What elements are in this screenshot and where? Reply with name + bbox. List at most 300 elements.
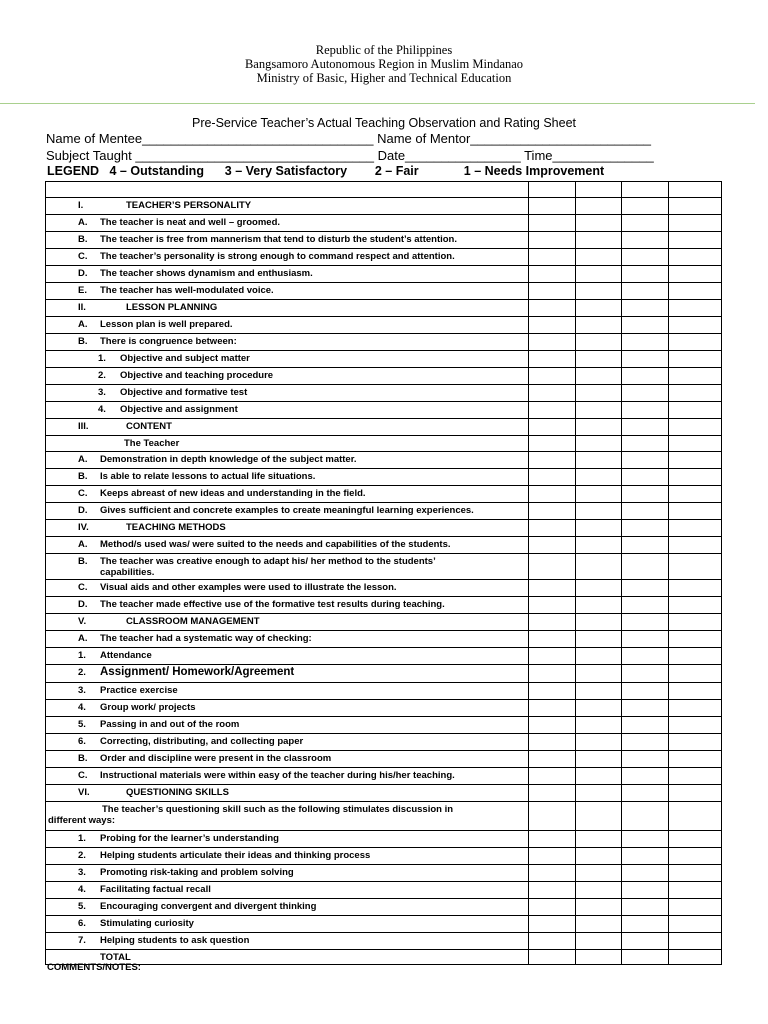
sub-item-text: Objective and formative test bbox=[120, 387, 248, 398]
rating-cell[interactable] bbox=[529, 933, 576, 950]
rating-cell[interactable] bbox=[669, 768, 722, 785]
rating-cell[interactable] bbox=[529, 751, 576, 768]
rating-cell[interactable] bbox=[669, 597, 722, 614]
table-row bbox=[46, 831, 722, 848]
sub-item-text: Objective and teaching procedure bbox=[120, 370, 274, 381]
rating-cell[interactable] bbox=[622, 469, 669, 486]
criterion-cell bbox=[46, 597, 529, 614]
rating-cell[interactable] bbox=[576, 950, 622, 965]
rating-cell[interactable] bbox=[622, 916, 669, 933]
rating-cell[interactable] bbox=[669, 631, 722, 648]
rating-cell[interactable] bbox=[622, 402, 669, 419]
item-text: Practice exercise bbox=[100, 685, 178, 696]
rating-cell[interactable] bbox=[669, 385, 722, 402]
rating-cell[interactable] bbox=[669, 831, 722, 848]
rating-cell[interactable] bbox=[529, 665, 576, 683]
section-number: III. bbox=[78, 421, 89, 432]
rating-cell[interactable] bbox=[529, 520, 576, 537]
item-marker: B. bbox=[78, 471, 88, 482]
rating-cell[interactable] bbox=[529, 614, 576, 631]
total-label: TOTAL bbox=[100, 952, 131, 963]
rating-cell[interactable] bbox=[622, 368, 669, 385]
rating-cell[interactable] bbox=[669, 751, 722, 768]
subject-date-time-line: Subject Taught _________________________________ Date________________ Time______________ bbox=[46, 148, 654, 163]
rating-cell[interactable] bbox=[576, 717, 622, 734]
item-text: The teacher made effective use of the formative test results during teaching. bbox=[100, 599, 445, 610]
item-marker: A. bbox=[78, 319, 88, 330]
rating-cell[interactable] bbox=[529, 351, 576, 368]
rating-cell[interactable] bbox=[576, 469, 622, 486]
table-row bbox=[46, 334, 722, 351]
item-marker: E. bbox=[78, 285, 87, 296]
item-text: The teacher’s personality is strong enough to command respect and attention. bbox=[100, 251, 455, 262]
table-row bbox=[46, 215, 722, 232]
table-row bbox=[46, 614, 722, 631]
item-text: Promoting risk-taking and problem solving bbox=[100, 867, 294, 878]
rating-cell[interactable] bbox=[576, 182, 622, 198]
sub-item-marker: 2. bbox=[98, 370, 106, 381]
rating-cell[interactable] bbox=[576, 648, 622, 665]
rating-cell[interactable] bbox=[622, 648, 669, 665]
rating-cell[interactable] bbox=[529, 597, 576, 614]
table-row bbox=[46, 198, 722, 215]
criterion-cell bbox=[46, 317, 529, 334]
item-marker: 3. bbox=[78, 867, 86, 878]
rating-cell[interactable] bbox=[529, 266, 576, 283]
rating-cell[interactable] bbox=[529, 249, 576, 266]
rating-cell[interactable] bbox=[576, 520, 622, 537]
section-title: CONTENT bbox=[126, 421, 172, 432]
section-number: VI. bbox=[78, 787, 90, 798]
table-row bbox=[46, 300, 722, 317]
rating-cell[interactable] bbox=[622, 266, 669, 283]
rating-cell[interactable] bbox=[669, 419, 722, 436]
rating-cell[interactable] bbox=[622, 385, 669, 402]
rating-cell[interactable] bbox=[529, 402, 576, 419]
rating-cell[interactable] bbox=[529, 232, 576, 249]
rating-cell[interactable] bbox=[576, 419, 622, 436]
rating-cell[interactable] bbox=[529, 503, 576, 520]
rating-cell[interactable] bbox=[669, 232, 722, 249]
table-row bbox=[46, 597, 722, 614]
rating-cell[interactable] bbox=[622, 436, 669, 452]
rating-cell[interactable] bbox=[529, 368, 576, 385]
table-row bbox=[46, 368, 722, 385]
table-row bbox=[46, 419, 722, 436]
sub-item-marker: 4. bbox=[98, 404, 106, 415]
rating-cell[interactable] bbox=[669, 950, 722, 965]
item-marker: B. bbox=[78, 234, 88, 245]
rating-table bbox=[45, 181, 722, 965]
rating-cell[interactable] bbox=[622, 283, 669, 300]
rating-cell[interactable] bbox=[669, 537, 722, 554]
rating-cell[interactable] bbox=[576, 831, 622, 848]
rating-cell[interactable] bbox=[529, 950, 576, 965]
rating-cell[interactable] bbox=[622, 215, 669, 232]
criterion-cell bbox=[46, 232, 529, 249]
rating-cell[interactable] bbox=[622, 182, 669, 198]
rating-cell[interactable] bbox=[576, 537, 622, 554]
item-marker: A. bbox=[78, 217, 88, 228]
criterion-cell bbox=[46, 899, 529, 916]
rating-cell[interactable] bbox=[576, 198, 622, 215]
rating-cell[interactable] bbox=[576, 503, 622, 520]
criterion-cell bbox=[46, 831, 529, 848]
section-title: CLASSROOM MANAGEMENT bbox=[126, 616, 260, 627]
rating-cell[interactable] bbox=[529, 717, 576, 734]
rating-cell[interactable] bbox=[669, 865, 722, 882]
rating-cell[interactable] bbox=[529, 683, 576, 700]
item-marker: 1. bbox=[78, 833, 86, 844]
section-title: TEACHING METHODS bbox=[126, 522, 226, 533]
rating-cell[interactable] bbox=[622, 950, 669, 965]
rating-cell[interactable] bbox=[622, 351, 669, 368]
criterion-cell bbox=[46, 933, 529, 950]
rating-cell[interactable] bbox=[576, 283, 622, 300]
item-text: The teacher had a systematic way of checking: bbox=[100, 633, 312, 644]
rating-cell[interactable] bbox=[669, 916, 722, 933]
rating-cell[interactable] bbox=[622, 537, 669, 554]
header-region: Bangsamoro Autonomous Region in Muslim Mindanao bbox=[244, 57, 524, 71]
item-marker: 6. bbox=[78, 736, 86, 747]
table-row bbox=[46, 631, 722, 648]
item-marker: C. bbox=[78, 770, 88, 781]
item-text: Keeps abreast of new ideas and understanding in the field. bbox=[100, 488, 366, 499]
table-row bbox=[46, 520, 722, 537]
rating-cell[interactable] bbox=[529, 700, 576, 717]
rating-cell[interactable] bbox=[529, 300, 576, 317]
rating-cell[interactable] bbox=[622, 232, 669, 249]
table-row bbox=[46, 266, 722, 283]
rating-cell[interactable] bbox=[529, 385, 576, 402]
rating-cell[interactable] bbox=[576, 317, 622, 334]
rating-cell[interactable] bbox=[576, 452, 622, 469]
rating-cell[interactable] bbox=[669, 503, 722, 520]
rating-cell[interactable] bbox=[529, 182, 576, 198]
rating-cell[interactable] bbox=[576, 300, 622, 317]
rating-cell[interactable] bbox=[622, 631, 669, 648]
rating-cell[interactable] bbox=[529, 785, 576, 802]
rating-cell[interactable] bbox=[576, 554, 622, 580]
rating-cell[interactable] bbox=[622, 751, 669, 768]
rating-cell[interactable] bbox=[529, 865, 576, 882]
rating-cell[interactable] bbox=[576, 580, 622, 597]
rating-cell[interactable] bbox=[669, 785, 722, 802]
rating-cell[interactable] bbox=[576, 768, 622, 785]
rating-cell[interactable] bbox=[669, 882, 722, 899]
rating-cell[interactable] bbox=[622, 334, 669, 351]
rating-cell[interactable] bbox=[529, 283, 576, 300]
rating-cell[interactable] bbox=[576, 402, 622, 419]
rating-cell[interactable] bbox=[622, 198, 669, 215]
rating-cell[interactable] bbox=[669, 300, 722, 317]
item-text: Encouraging convergent and divergent thinking bbox=[100, 901, 317, 912]
rating-cell[interactable] bbox=[622, 597, 669, 614]
item-marker: 3. bbox=[78, 685, 86, 696]
rating-cell[interactable] bbox=[576, 683, 622, 700]
rating-cell[interactable] bbox=[622, 933, 669, 950]
table-row bbox=[46, 351, 722, 368]
rating-cell[interactable] bbox=[669, 351, 722, 368]
rating-cell[interactable] bbox=[622, 802, 669, 831]
table-row bbox=[46, 580, 722, 597]
rating-cell[interactable] bbox=[576, 802, 622, 831]
rating-cell[interactable] bbox=[576, 436, 622, 452]
rating-cell[interactable] bbox=[622, 249, 669, 266]
item-text: The teacher has well-modulated voice. bbox=[100, 285, 274, 296]
item-marker: A. bbox=[78, 633, 88, 644]
rating-cell[interactable] bbox=[576, 751, 622, 768]
rating-cell[interactable] bbox=[576, 785, 622, 802]
rating-cell[interactable] bbox=[622, 452, 669, 469]
rating-cell[interactable] bbox=[669, 665, 722, 683]
sub-item-text: Objective and assignment bbox=[120, 404, 238, 415]
rating-cell[interactable] bbox=[529, 215, 576, 232]
criterion-cell bbox=[46, 182, 529, 198]
table-row bbox=[46, 317, 722, 334]
rating-cell[interactable] bbox=[576, 865, 622, 882]
item-text: The teacher is neat and well – groomed. bbox=[100, 217, 281, 228]
item-text: Is able to relate lessons to actual life situations. bbox=[100, 471, 316, 482]
table-row bbox=[46, 182, 722, 198]
criterion-cell bbox=[46, 785, 529, 802]
item-marker: 2. bbox=[78, 667, 86, 678]
rating-cell[interactable] bbox=[576, 614, 622, 631]
rating-cell[interactable] bbox=[529, 734, 576, 751]
rating-cell[interactable] bbox=[669, 182, 722, 198]
rating-cell[interactable] bbox=[669, 266, 722, 283]
table-row bbox=[46, 537, 722, 554]
item-marker: A. bbox=[78, 454, 88, 465]
criterion-cell bbox=[46, 334, 529, 351]
rating-cell[interactable] bbox=[669, 334, 722, 351]
rating-cell[interactable] bbox=[622, 831, 669, 848]
table-row bbox=[46, 554, 722, 580]
rating-cell[interactable] bbox=[576, 334, 622, 351]
rating-cell[interactable] bbox=[622, 865, 669, 882]
rating-cell[interactable] bbox=[529, 419, 576, 436]
rating-cell[interactable] bbox=[529, 537, 576, 554]
criterion-cell bbox=[46, 614, 529, 631]
rating-cell[interactable] bbox=[622, 734, 669, 751]
table-row bbox=[46, 469, 722, 486]
rating-cell[interactable] bbox=[669, 215, 722, 232]
item-marker: 7. bbox=[78, 935, 86, 946]
rating-cell[interactable] bbox=[669, 469, 722, 486]
criterion-cell bbox=[46, 452, 529, 469]
paragraph-line-1: The teacher’s questioning skill such as the following stimulates discussion in bbox=[102, 804, 454, 815]
criterion-cell bbox=[46, 665, 529, 683]
table-row bbox=[46, 665, 722, 683]
rating-cell[interactable] bbox=[576, 232, 622, 249]
rating-cell[interactable] bbox=[622, 848, 669, 865]
rating-cell[interactable] bbox=[669, 614, 722, 631]
rating-cell[interactable] bbox=[576, 631, 622, 648]
rating-cell[interactable] bbox=[622, 768, 669, 785]
rating-cell[interactable] bbox=[669, 899, 722, 916]
rating-cell[interactable] bbox=[529, 916, 576, 933]
table-row bbox=[46, 802, 722, 831]
table-row bbox=[46, 751, 722, 768]
criterion-cell bbox=[46, 215, 529, 232]
table-row bbox=[46, 717, 722, 734]
rating-cell[interactable] bbox=[529, 436, 576, 452]
criterion-cell bbox=[46, 300, 529, 317]
rating-cell[interactable] bbox=[576, 734, 622, 751]
rating-cell[interactable] bbox=[622, 419, 669, 436]
rating-cell[interactable] bbox=[622, 486, 669, 503]
rating-cell[interactable] bbox=[576, 486, 622, 503]
section-title: TEACHER’S PERSONALITY bbox=[126, 200, 252, 211]
rating-cell[interactable] bbox=[669, 317, 722, 334]
rating-cell[interactable] bbox=[669, 717, 722, 734]
item-text: Helping students to ask question bbox=[100, 935, 250, 946]
rating-cell[interactable] bbox=[669, 368, 722, 385]
rating-cell[interactable] bbox=[622, 899, 669, 916]
rating-cell[interactable] bbox=[529, 899, 576, 916]
rating-cell[interactable] bbox=[576, 249, 622, 266]
section-title: QUESTIONING SKILLS bbox=[126, 787, 229, 798]
rating-cell[interactable] bbox=[529, 882, 576, 899]
rating-cell[interactable] bbox=[669, 734, 722, 751]
rating-cell[interactable] bbox=[529, 452, 576, 469]
rating-cell[interactable] bbox=[529, 831, 576, 848]
table-row bbox=[46, 916, 722, 933]
rating-cell[interactable] bbox=[669, 580, 722, 597]
criterion-cell bbox=[46, 385, 529, 402]
rating-cell[interactable] bbox=[622, 317, 669, 334]
criterion-cell bbox=[46, 469, 529, 486]
rating-cell[interactable] bbox=[669, 683, 722, 700]
rating-cell[interactable] bbox=[529, 768, 576, 785]
table-row bbox=[46, 683, 722, 700]
sub-item-marker: 1. bbox=[98, 353, 106, 364]
rating-cell[interactable] bbox=[622, 520, 669, 537]
rating-cell[interactable] bbox=[669, 520, 722, 537]
rating-cell[interactable] bbox=[576, 368, 622, 385]
rating-cell[interactable] bbox=[529, 334, 576, 351]
section-title: LESSON PLANNING bbox=[126, 302, 218, 313]
criterion-cell bbox=[46, 865, 529, 882]
criterion-cell bbox=[46, 283, 529, 300]
item-text: Attendance bbox=[100, 650, 152, 661]
item-marker: 4. bbox=[78, 884, 86, 895]
item-text: Instructional materials were within easy of the teacher during his/her teaching. bbox=[100, 770, 455, 781]
rating-cell[interactable] bbox=[529, 317, 576, 334]
header-divider bbox=[0, 103, 755, 104]
rating-cell[interactable] bbox=[622, 882, 669, 899]
criterion-cell bbox=[46, 648, 529, 665]
item-marker: 4. bbox=[78, 702, 86, 713]
section-number: V. bbox=[78, 616, 87, 627]
rating-cell[interactable] bbox=[669, 648, 722, 665]
rating-cell[interactable] bbox=[669, 402, 722, 419]
rating-cell[interactable] bbox=[669, 283, 722, 300]
criterion-cell bbox=[46, 554, 529, 580]
rating-cell[interactable] bbox=[529, 486, 576, 503]
criterion-cell bbox=[46, 802, 529, 831]
rating-cell[interactable] bbox=[529, 631, 576, 648]
item-text: Visual aids and other examples were used to illustrate the lesson. bbox=[100, 582, 397, 593]
rating-cell[interactable] bbox=[669, 933, 722, 950]
rating-cell[interactable] bbox=[669, 486, 722, 503]
subheading-text: The Teacher bbox=[124, 438, 180, 449]
rating-cell[interactable] bbox=[576, 266, 622, 283]
rating-cell[interactable] bbox=[576, 385, 622, 402]
table-row bbox=[46, 232, 722, 249]
rating-cell[interactable] bbox=[576, 351, 622, 368]
rating-cell[interactable] bbox=[669, 700, 722, 717]
table-row bbox=[46, 734, 722, 751]
rating-cell[interactable] bbox=[576, 848, 622, 865]
rating-cell[interactable] bbox=[576, 665, 622, 683]
criterion-cell bbox=[46, 402, 529, 419]
rating-cell[interactable] bbox=[529, 198, 576, 215]
item-text: Group work/ projects bbox=[100, 702, 196, 713]
criterion-cell bbox=[46, 717, 529, 734]
rating-cell[interactable] bbox=[622, 300, 669, 317]
rating-cell[interactable] bbox=[622, 554, 669, 580]
criterion-cell bbox=[46, 734, 529, 751]
rating-cell[interactable] bbox=[576, 882, 622, 899]
table-row bbox=[46, 402, 722, 419]
rating-cell[interactable] bbox=[669, 198, 722, 215]
rating-cell[interactable] bbox=[529, 580, 576, 597]
rating-cell[interactable] bbox=[576, 700, 622, 717]
rating-cell[interactable] bbox=[622, 503, 669, 520]
rating-cell[interactable] bbox=[529, 802, 576, 831]
rating-cell[interactable] bbox=[529, 648, 576, 665]
table-row bbox=[46, 452, 722, 469]
rating-cell[interactable] bbox=[669, 802, 722, 831]
rating-cell[interactable] bbox=[622, 700, 669, 717]
rating-cell[interactable] bbox=[576, 916, 622, 933]
paragraph-line-2: different ways: bbox=[48, 815, 116, 826]
rating-cell[interactable] bbox=[669, 554, 722, 580]
rating-cell[interactable] bbox=[622, 683, 669, 700]
criterion-cell bbox=[46, 368, 529, 385]
item-marker: 5. bbox=[78, 901, 86, 912]
item-text: Stimulating curiosity bbox=[100, 918, 194, 929]
rating-cell[interactable] bbox=[622, 580, 669, 597]
rating-cell[interactable] bbox=[576, 215, 622, 232]
rating-cell[interactable] bbox=[529, 848, 576, 865]
rating-cell[interactable] bbox=[669, 249, 722, 266]
rating-cell[interactable] bbox=[622, 665, 669, 683]
item-text: Gives sufficient and concrete examples to create meaningful learning experiences. bbox=[100, 505, 474, 516]
rating-cell[interactable] bbox=[669, 452, 722, 469]
sub-item-marker: 3. bbox=[98, 387, 106, 398]
section-number: II. bbox=[78, 302, 86, 313]
rating-cell[interactable] bbox=[576, 899, 622, 916]
criterion-cell bbox=[46, 486, 529, 503]
item-marker: C. bbox=[78, 251, 88, 262]
rating-cell[interactable] bbox=[529, 469, 576, 486]
rating-legend: LEGEND 4 – Outstanding 3 – Very Satisfactory 2 – Fair 1 – Needs Improvement bbox=[47, 164, 605, 178]
rating-cell[interactable] bbox=[622, 614, 669, 631]
rating-cell[interactable] bbox=[622, 785, 669, 802]
item-marker: D. bbox=[78, 599, 88, 610]
item-text: Assignment/ Homework/Agreement bbox=[100, 666, 295, 678]
rating-cell[interactable] bbox=[669, 436, 722, 452]
item-text: The teacher was creative enough to adapt his/ her method to the students’ capabilities. bbox=[100, 556, 436, 578]
rating-cell[interactable] bbox=[576, 933, 622, 950]
item-text: The teacher shows dynamism and enthusiasm. bbox=[100, 268, 313, 279]
rating-cell[interactable] bbox=[529, 554, 576, 580]
rating-cell[interactable] bbox=[622, 717, 669, 734]
rating-cell[interactable] bbox=[576, 597, 622, 614]
rating-cell[interactable] bbox=[669, 848, 722, 865]
